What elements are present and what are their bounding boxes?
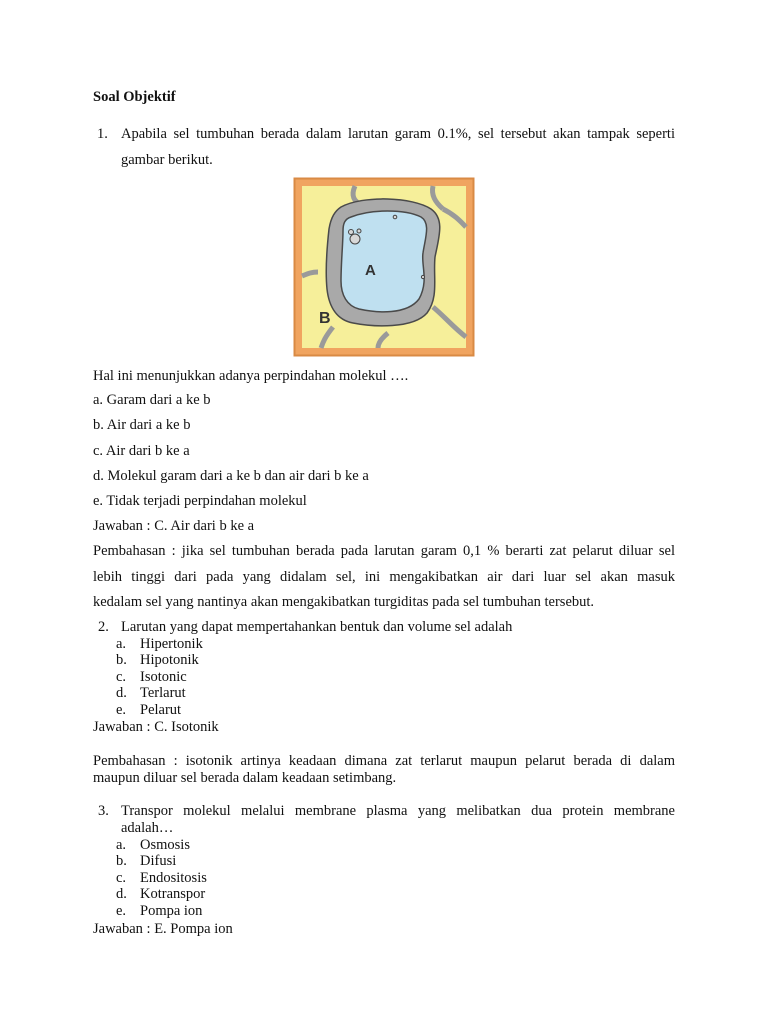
section-heading: Soal Objektif	[93, 89, 176, 105]
q3-answer: Jawaban : E. Pompa ion	[93, 921, 233, 937]
q1-text-line2: gambar berikut.	[121, 152, 213, 168]
q2-option-e-letter: e.	[116, 702, 127, 718]
plant-cell-figure	[293, 177, 475, 357]
q3-option-b-letter: b.	[116, 853, 127, 869]
q2-explanation-line1: Pembahasan : isotonik artinya keadaan dimana zat terlarut maupun pelarut berada di dalam	[93, 753, 675, 769]
label-b: B	[319, 310, 331, 327]
q1-option-c: c. Air dari b ke a	[93, 443, 190, 459]
q3-option-e-text: Pompa ion	[140, 903, 203, 919]
q3-option-c-text: Endositosis	[140, 870, 207, 886]
q2-option-d-text: Terlarut	[140, 685, 186, 701]
q2-text: Larutan yang dapat mempertahankan bentuk dan volume sel adalah	[121, 619, 513, 635]
q2-explanation-line2: maupun diluar sel berada dalam keadaan setimbang.	[93, 770, 397, 786]
q3-option-d-letter: d.	[116, 886, 127, 902]
q3-number: 3.	[98, 803, 109, 819]
q3-option-b-text: Difusi	[140, 853, 177, 869]
q2-option-d-letter: d.	[116, 685, 127, 701]
vacuole	[341, 211, 427, 312]
q2-option-c-text: Isotonic	[140, 669, 187, 685]
q3-text-line1: Transpor molekul melalui membrane plasma yang melibatkan dua protein membrane	[121, 803, 675, 819]
q1-prompt: Hal ini menunjukkan adanya perpindahan molekul ….	[93, 368, 409, 384]
q1-explanation-line2: lebih tinggi dari pada yang didalam sel, ini mengakibatkan air dari luar sel akan masuk	[93, 569, 675, 585]
q2-option-a-letter: a.	[116, 636, 127, 652]
q2-option-a-text: Hipertonik	[140, 636, 203, 652]
q1-explanation-line1: Pembahasan : jika sel tumbuhan berada pada larutan garam 0,1 % berarti zat pelarut diluar sel	[93, 543, 675, 559]
q1-option-e: e. Tidak terjadi perpindahan molekul	[93, 493, 307, 509]
q2-option-e-text: Pelarut	[140, 702, 182, 718]
q3-option-c-letter: c.	[116, 870, 127, 886]
q2-option-b-text: Hipotonik	[140, 652, 199, 668]
label-a: A	[365, 262, 376, 279]
q3-option-a-letter: a.	[116, 837, 127, 853]
q3-option-a-text: Osmosis	[140, 837, 190, 853]
q2-option-c-letter: c.	[116, 669, 127, 685]
q3-text-line2: adalah…	[121, 820, 174, 836]
q2-answer: Jawaban : C. Isotonik	[93, 719, 219, 735]
q1-text-line1: Apabila sel tumbuhan berada dalam larutan garam 0.1%, sel tersebut akan tampak seperti	[121, 126, 675, 142]
q1-number: 1.	[97, 126, 108, 142]
q2-option-b-letter: b.	[116, 652, 127, 668]
q1-option-a: a. Garam dari a ke b	[93, 392, 211, 408]
q3-option-d-text: Kotranspor	[140, 886, 206, 902]
q3-option-e-letter: e.	[116, 903, 127, 919]
q1-answer: Jawaban : C. Air dari b ke a	[93, 518, 255, 534]
q1-option-b: b. Air dari a ke b	[93, 417, 191, 433]
q2-number: 2.	[98, 619, 109, 635]
q1-option-d: d. Molekul garam dari a ke b dan air dari b ke a	[93, 468, 369, 484]
q1-explanation-line3: kedalam sel yang nantinya akan mengakibatkan turgiditas pada sel tumbuhan tersebut.	[93, 594, 595, 610]
